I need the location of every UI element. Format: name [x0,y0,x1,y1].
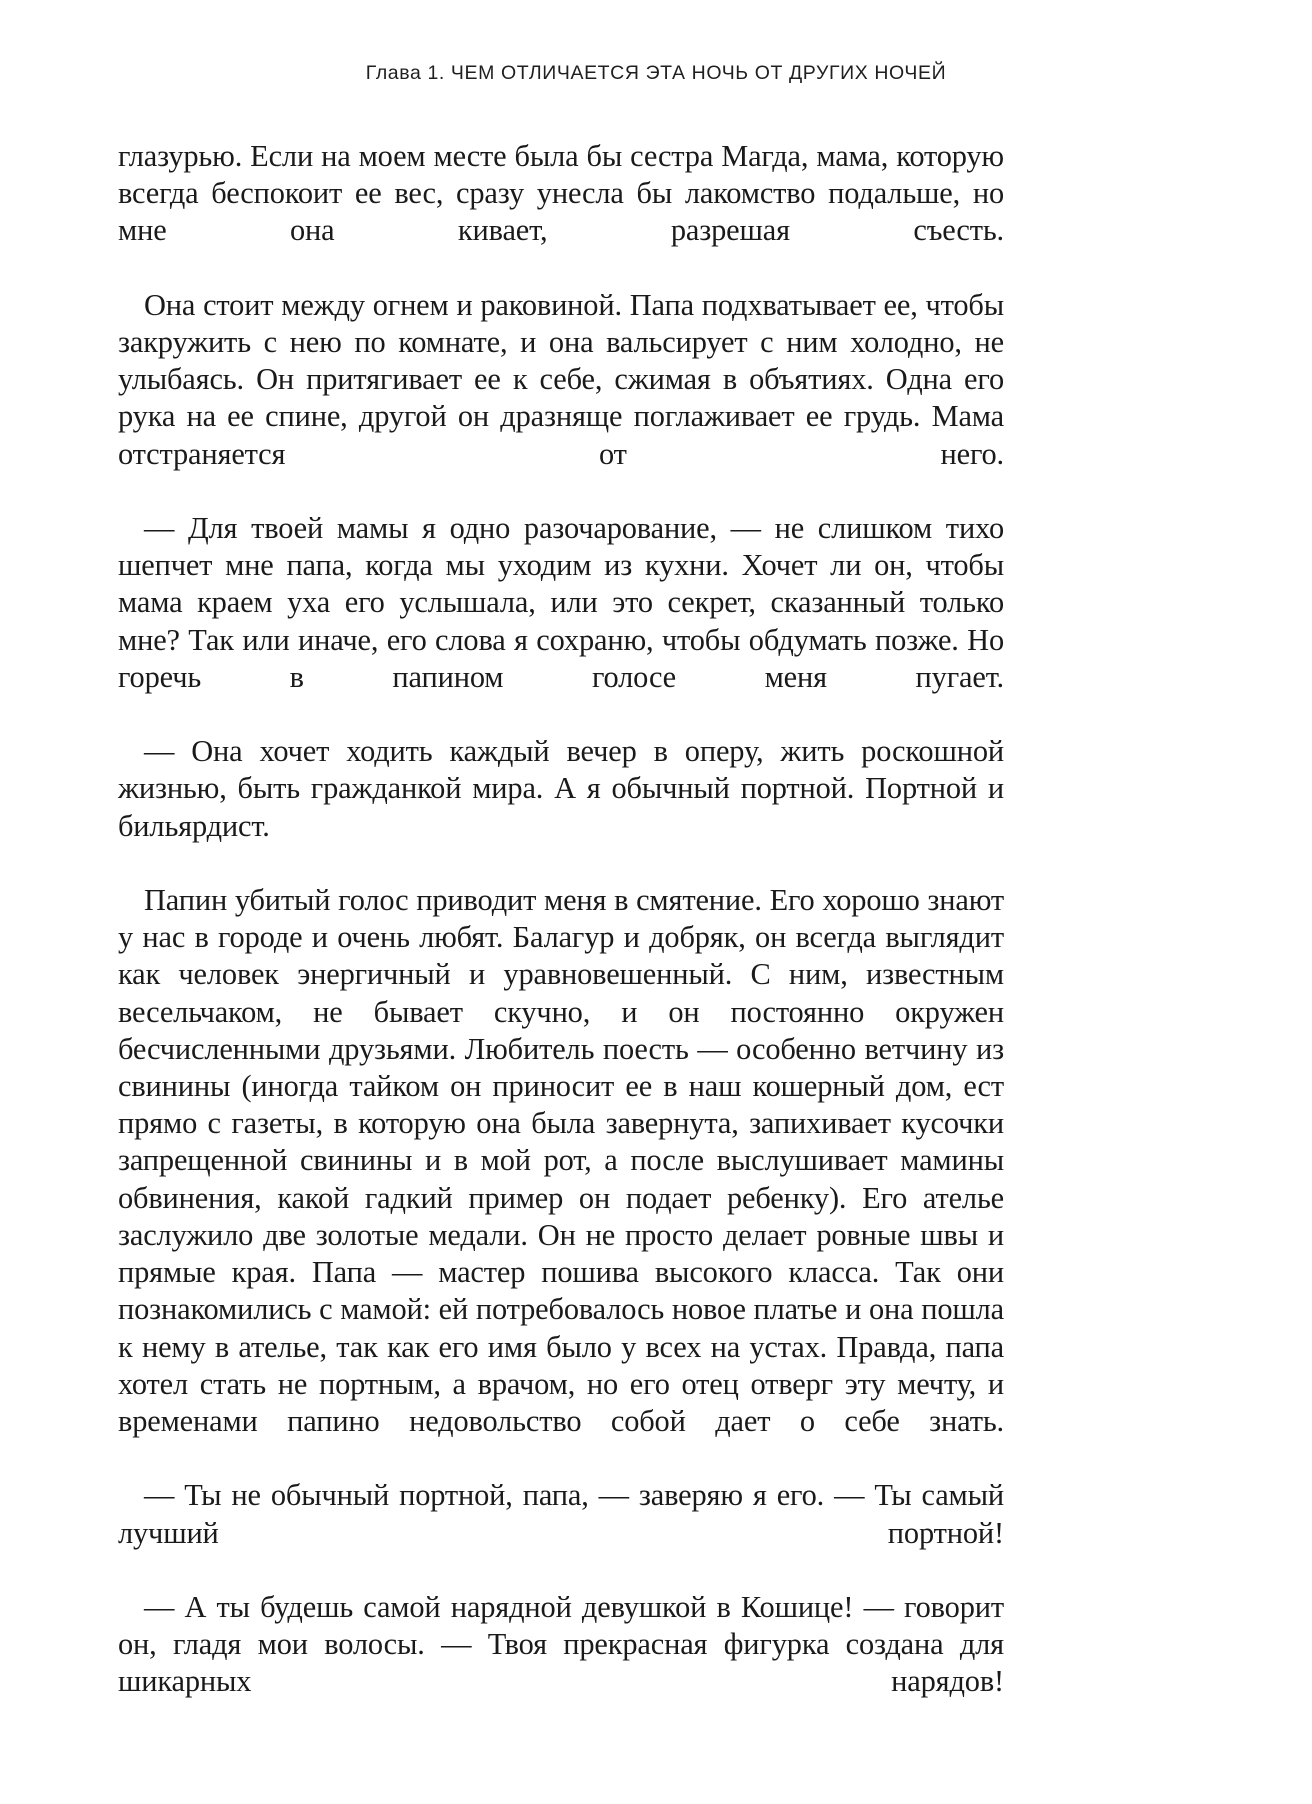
running-header-text: Глава 1. ЧЕМ ОТЛИЧАЕТСЯ ЭТА НОЧЬ ОТ ДРУГИХ НОЧЕЙ [365,62,947,84]
paragraph: — Для твоей мамы я одно разочарование, — не слишком тихо шепчет мне папа, когда мы уходим из кухни. Хочет ли он, чтобы мама краем уха его услышала, или это секрет, сказанный только мне? Так или иначе, его слова я сохраню, чтобы обдумать позже. Но горечь в папином голосе меня пугает. [118,511,1004,694]
paragraph: Она стоит между огнем и раковиной. Папа подхватывает ее, чтобы закружить с нею по комнате, и она вальсирует с ним холодно, не улыбаясь. Он притягивает ее к себе, сжимая в объятиях. Одна его рука на ее спине, другой он дразняще поглаживает ее грудь. Мама отстраняется от него. [118,287,1004,471]
paragraph: — А ты будешь самой нарядной девушкой в Кошице! — говорит он, гладя мои волосы. — Твоя прекрасная фигурка создана для шикарных нарядов! [118,1589,1004,1699]
running-header [0,62,1312,85]
paragraph: Папин убитый голос приводит меня в смятение. Его хорошо знают у нас в городе и очень любят. Балагур и добряк, он всегда выглядит как человек энергичный и уравновешенный. С ним, известным весельчаком, не бывает скучно, и он постоянно окружен бесчисленными друзьями. Любитель поесть — особенно ветчину из свинины (иногда тайком он приносит ее в наш кошерный дом, ест прямо с газеты, в которую она была завернута, запихивает кусочки запрещенной свинины и в мой рот, а после выслушивает мамины обвинения, какой гадкий пример он подает ребенку). Его ателье заслужило две золотые медали. Он не просто делает ровные швы и прямые края. Папа — мастер пошива высокого класса. Так они познакомились с мамой: ей потребовалось новое платье и она пошла к нему в ателье, так как его имя было у всех на устах. Правда, папа хотел стать не портным, а врачом, но его отец отверг эту мечту, и временами папино недовольство собой дает о себе знать. [118,883,1004,1438]
body-text-block [118,138,1004,1738]
paragraph: — Ты не обычный портной, папа, — заверяю я его. — Ты самый лучший портной! [118,1478,1004,1550]
paragraph: — Она хочет ходить каждый вечер в оперу, жить роскошной жизнью, быть гражданкой мира. А я обычный портной. Портной и бильярдист. [118,734,1004,843]
paragraph: глазурью. Если на моем месте была бы сестра Магда, мама, которую всегда беспокоит ее вес, сразу унесла бы лакомство подальше, но мне она кивает, разрешая съесть. [118,139,1004,248]
